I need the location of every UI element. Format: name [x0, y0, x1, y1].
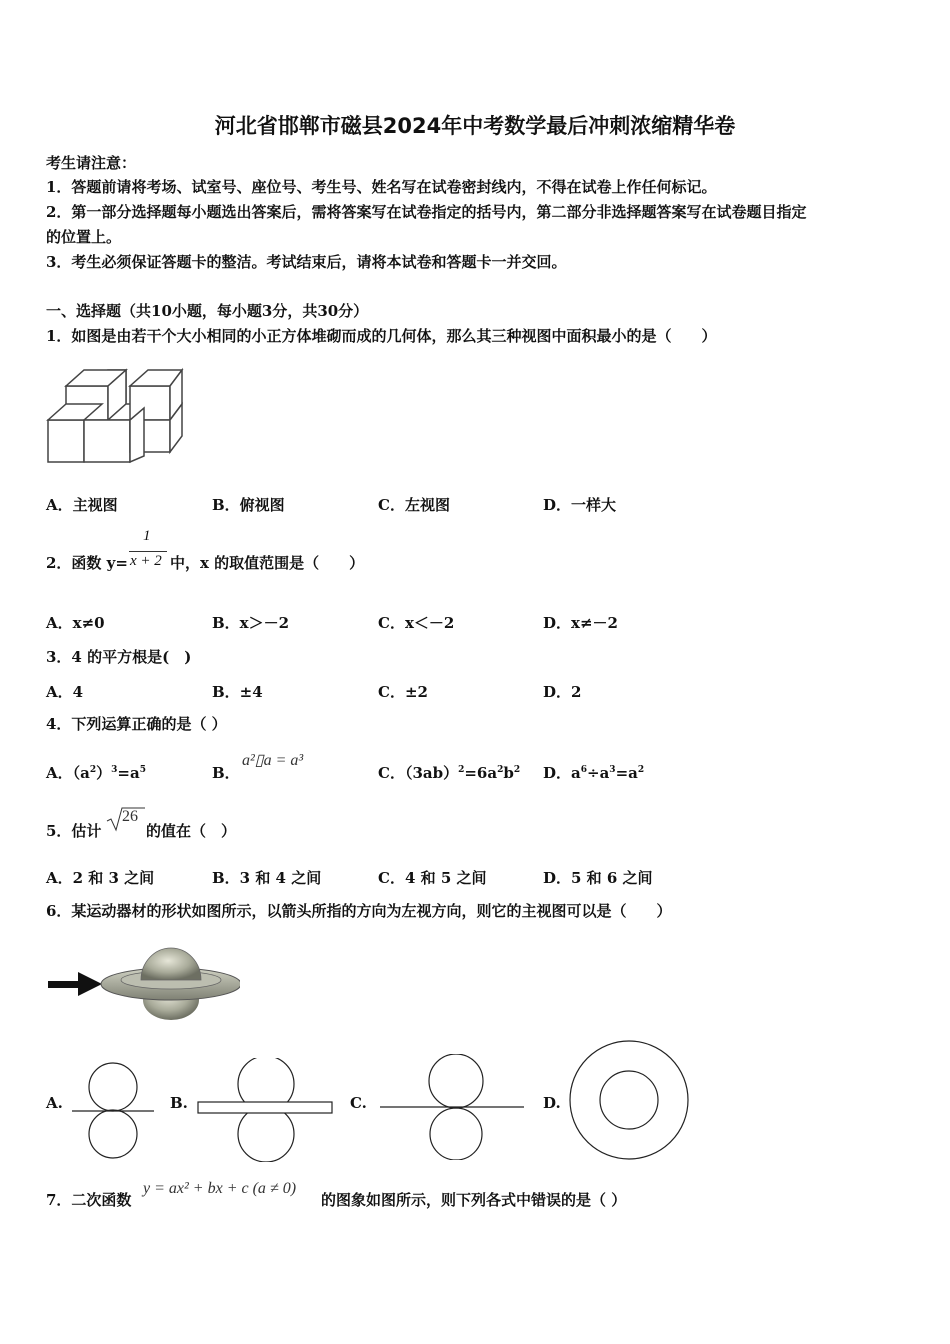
q4-c-suffix: =6a — [464, 764, 498, 782]
q4-d-prefix: D．a — [543, 764, 581, 782]
notice-item-2-cont: 的位置上。 — [46, 228, 122, 246]
q5-option-d[interactable]: D．5 和 6 之间 — [543, 869, 653, 887]
q1-cube-figure — [44, 366, 186, 470]
notice-item-1: 1．答题前请将考场、试室号、座位号、考生号、姓名写在试卷密封线内，不得在试卷上作任何标记。 — [46, 178, 717, 196]
q2-option-d[interactable]: D．x≠－2 — [543, 614, 618, 632]
q2-option-b[interactable]: B．x＞－2 — [212, 614, 290, 632]
q4-d-sup-2: 2 — [637, 765, 645, 775]
q6-option-d-figure[interactable] — [566, 1038, 692, 1162]
q4-d-sup-6: 6 — [580, 765, 587, 775]
q1-option-a[interactable]: A．主视图 — [46, 496, 118, 514]
q7-suffix: 的图象如图所示，则下列各式中错误的是（ ） — [321, 1191, 627, 1209]
q4-d-suffix: =a — [615, 764, 638, 782]
q2-fraction-bar — [129, 551, 167, 552]
q6-option-c-figure[interactable] — [378, 1054, 526, 1160]
q2-numerator: 1 — [143, 528, 151, 544]
q2-prefix: 2．函数 y= — [46, 554, 128, 572]
q5-suffix: 的值在（ ） — [146, 822, 237, 840]
q2-suffix: 中，x 的取值范围是（ ） — [170, 554, 365, 572]
q6-label-d[interactable]: D. — [543, 1094, 561, 1112]
q4-option-b-label[interactable]: B． — [212, 764, 240, 782]
q3-stem: 3．4 的平方根是( ) — [46, 648, 192, 666]
q6-label-a[interactable]: A. — [46, 1094, 63, 1112]
notice-item-2: 2．第一部分选择题每小题选出答案后，需将答案写在试卷指定的括号内，第二部分非选择题答案写在试卷题目指定 — [46, 203, 807, 221]
q1-option-d[interactable]: D．一样大 — [543, 496, 617, 514]
q6-equipment-figure — [44, 934, 240, 1024]
q6-option-a-figure[interactable] — [70, 1062, 156, 1162]
q3-option-c[interactable]: C．±2 — [378, 683, 428, 701]
section-heading: 一、选择题（共10小题，每小题3分，共30分） — [46, 302, 369, 320]
q4-stem: 4．下列运算正确的是（ ） — [46, 715, 227, 733]
q5-option-c[interactable]: C．4 和 5 之间 — [378, 869, 487, 887]
q4-option-c[interactable]: C．$(3ab)^2=6a^2b^2$ — [378, 764, 521, 782]
q5-radicand: 26 — [122, 808, 138, 825]
q2-option-a[interactable]: A．x≠0 — [46, 614, 105, 632]
page-title: 河北省邯郸市磁县2024年中考数学最后冲刺浓缩精华卷 — [214, 114, 736, 138]
q1-option-b[interactable]: B．俯视图 — [212, 496, 285, 514]
q4-a-sup-result: 5 — [139, 765, 146, 775]
q4-option-a[interactable] — [46, 762, 146, 783]
q4-c-sup-a: 2 — [497, 765, 504, 775]
q1-stem: 1．如图是由若干个大小相同的小正方体堆砌而成的几何体，那么其三种视图中面积最小的是（ ） — [46, 327, 717, 345]
q6-label-b[interactable]: B. — [170, 1094, 188, 1112]
q5-prefix: 5．估计 — [46, 822, 102, 840]
q6-stem: 6．某运动器材的形状如图所示，以箭头所指的方向为左视方向，则它的主视图可以是（ ） — [46, 902, 672, 920]
q4-a-mid: ） — [96, 764, 112, 782]
q4-c-sup-b: 2 — [513, 765, 521, 775]
q4-a-prefix: A．（a — [46, 764, 90, 782]
notice-item-3: 3．考生必须保证答题卡的整洁。考试结束后，请将本试卷和答题卡一并交回。 — [46, 253, 567, 271]
q6-option-b-figure[interactable] — [196, 1058, 336, 1162]
q4-a-sup-outer: 3 — [111, 765, 118, 775]
q5-option-b[interactable]: B．3 和 4 之间 — [212, 869, 322, 887]
q4-c-sup-outer: 2 — [458, 765, 465, 775]
q5-option-a[interactable]: A．2 和 3 之间 — [46, 869, 155, 887]
q4-a-suffix: =a — [117, 764, 140, 782]
q4-c-prefix: C．（3ab） — [378, 764, 459, 782]
notice-heading: 考生请注意： — [46, 154, 137, 172]
q4-d-mid: ÷a — [587, 764, 610, 782]
q7-expression: y = ax² + bx + c (a ≠ 0) — [143, 1180, 297, 1197]
q4-option-b-expr: a²▯a = a³ — [242, 752, 304, 769]
q4-option-d[interactable] — [543, 762, 644, 783]
q2-denominator: x + 2 — [130, 553, 162, 569]
q7-prefix: 7．二次函数 — [46, 1191, 132, 1209]
q3-option-b[interactable]: B．±4 — [212, 683, 263, 701]
q3-option-d[interactable]: D．2 — [543, 683, 582, 701]
q2-option-c[interactable]: C．x＜－2 — [378, 614, 455, 632]
q4-d-sup-3: 3 — [609, 765, 616, 775]
q3-option-a[interactable]: A．4 — [46, 683, 84, 701]
q4-a-sup-inner: 2 — [89, 765, 97, 775]
q6-label-c[interactable]: C. — [350, 1094, 367, 1112]
q1-option-c[interactable]: C．左视图 — [378, 496, 450, 514]
